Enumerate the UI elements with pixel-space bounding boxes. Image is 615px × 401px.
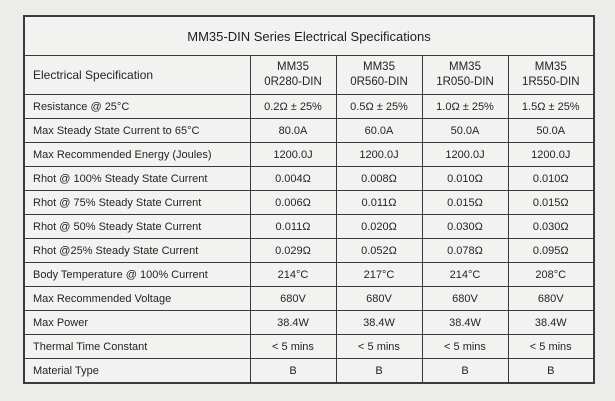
spec-value: 50.0A xyxy=(508,119,594,143)
spec-value: 80.0A xyxy=(250,119,336,143)
spec-value: < 5 mins xyxy=(508,335,594,359)
spec-value: B xyxy=(508,359,594,384)
table-row-material-type xyxy=(24,359,594,384)
spec-value: < 5 mins xyxy=(250,335,336,359)
spec-label: Material Type xyxy=(24,359,250,384)
spec-value: 1200.0J xyxy=(336,143,422,167)
part-number: 1R550-DIN xyxy=(521,76,580,88)
spec-value: 680V xyxy=(508,287,594,311)
spec-value: 0.015Ω xyxy=(508,191,594,215)
spec-label: Max Recommended Voltage xyxy=(24,287,250,311)
table-row-max-steady-current xyxy=(24,119,594,143)
spec-value: 38.4W xyxy=(336,311,422,335)
table-row-max-voltage xyxy=(24,287,594,311)
spec-value: 0.5Ω ± 25% xyxy=(336,95,422,119)
header-spec-column: Electrical Specification xyxy=(24,56,250,95)
spec-label: Thermal Time Constant xyxy=(24,335,250,359)
spec-label: Max Recommended Energy (Joules) xyxy=(24,143,250,167)
part-series: MM35 xyxy=(449,61,481,73)
spec-value: 0.078Ω xyxy=(422,239,508,263)
spec-value: 0.020Ω xyxy=(336,215,422,239)
part-series: MM35 xyxy=(363,61,395,73)
spec-value: 60.0A xyxy=(336,119,422,143)
spec-value: 214°C xyxy=(250,263,336,287)
part-number: 0R560-DIN xyxy=(350,76,408,88)
spec-value: 0.011Ω xyxy=(250,215,336,239)
spec-value: 217°C xyxy=(336,263,422,287)
table-row-body-temperature xyxy=(24,263,594,287)
spec-value: B xyxy=(422,359,508,384)
spec-value: 0.2Ω ± 25% xyxy=(250,95,336,119)
spec-value: 0.006Ω xyxy=(250,191,336,215)
spec-value: 214°C xyxy=(422,263,508,287)
header-col-1r550 xyxy=(508,56,594,95)
spec-label: Resistance @ 25°C xyxy=(24,95,250,119)
spec-value: 38.4W xyxy=(508,311,594,335)
table-header-row xyxy=(24,56,594,95)
spec-value: 1200.0J xyxy=(250,143,336,167)
part-number: 0R280-DIN xyxy=(264,76,322,88)
table-row-resistance xyxy=(24,95,594,119)
spec-label: Rhot @25% Steady State Current xyxy=(24,239,250,263)
spec-value: 1.5Ω ± 25% xyxy=(508,95,594,119)
spec-value: 0.004Ω xyxy=(250,167,336,191)
spec-value: 0.008Ω xyxy=(336,167,422,191)
spec-value: B xyxy=(336,359,422,384)
spec-value: 38.4W xyxy=(422,311,508,335)
table-title-row xyxy=(24,16,594,56)
spec-value: 680V xyxy=(250,287,336,311)
spec-value: 38.4W xyxy=(250,311,336,335)
spec-value: 1200.0J xyxy=(422,143,508,167)
spec-value: 0.011Ω xyxy=(336,191,422,215)
spec-value: 680V xyxy=(422,287,508,311)
table-row-rhot-25 xyxy=(24,239,594,263)
spec-value: < 5 mins xyxy=(336,335,422,359)
spec-value: 0.029Ω xyxy=(250,239,336,263)
spec-label: Max Steady State Current to 65°C xyxy=(24,119,250,143)
spec-label: Rhot @ 100% Steady State Current xyxy=(24,167,250,191)
spec-value: 208°C xyxy=(508,263,594,287)
spec-label: Body Temperature @ 100% Current xyxy=(24,263,250,287)
spec-value: B xyxy=(250,359,336,384)
spec-label: Rhot @ 75% Steady State Current xyxy=(24,191,250,215)
table-row-rhot-100 xyxy=(24,167,594,191)
header-col-1r050 xyxy=(422,56,508,95)
spec-value: 0.010Ω xyxy=(508,167,594,191)
spec-value: 0.030Ω xyxy=(508,215,594,239)
spec-value: 50.0A xyxy=(422,119,508,143)
part-series: MM35 xyxy=(534,61,567,73)
spec-value: 0.030Ω xyxy=(422,215,508,239)
part-number: 1R050-DIN xyxy=(436,76,494,88)
table-row-max-energy xyxy=(24,143,594,167)
spec-value: 0.095Ω xyxy=(508,239,594,263)
table-row-max-power xyxy=(24,311,594,335)
table-row-thermal-time-constant xyxy=(24,335,594,359)
spec-value: 0.010Ω xyxy=(422,167,508,191)
table-title: MM35-DIN Series Electrical Specifications xyxy=(24,16,594,56)
header-col-0r280 xyxy=(250,56,336,95)
table-row-rhot-50 xyxy=(24,215,594,239)
electrical-specifications-table xyxy=(23,15,595,384)
header-col-0r560 xyxy=(336,56,422,95)
part-series: MM35 xyxy=(277,61,309,73)
table-row-rhot-75 xyxy=(24,191,594,215)
spec-label: Max Power xyxy=(24,311,250,335)
spec-value: 680V xyxy=(336,287,422,311)
spec-value: < 5 mins xyxy=(422,335,508,359)
spec-label: Rhot @ 50% Steady State Current xyxy=(24,215,250,239)
spec-value: 0.015Ω xyxy=(422,191,508,215)
spec-value: 0.052Ω xyxy=(336,239,422,263)
spec-value: 1.0Ω ± 25% xyxy=(422,95,508,119)
spec-value: 1200.0J xyxy=(508,143,594,167)
